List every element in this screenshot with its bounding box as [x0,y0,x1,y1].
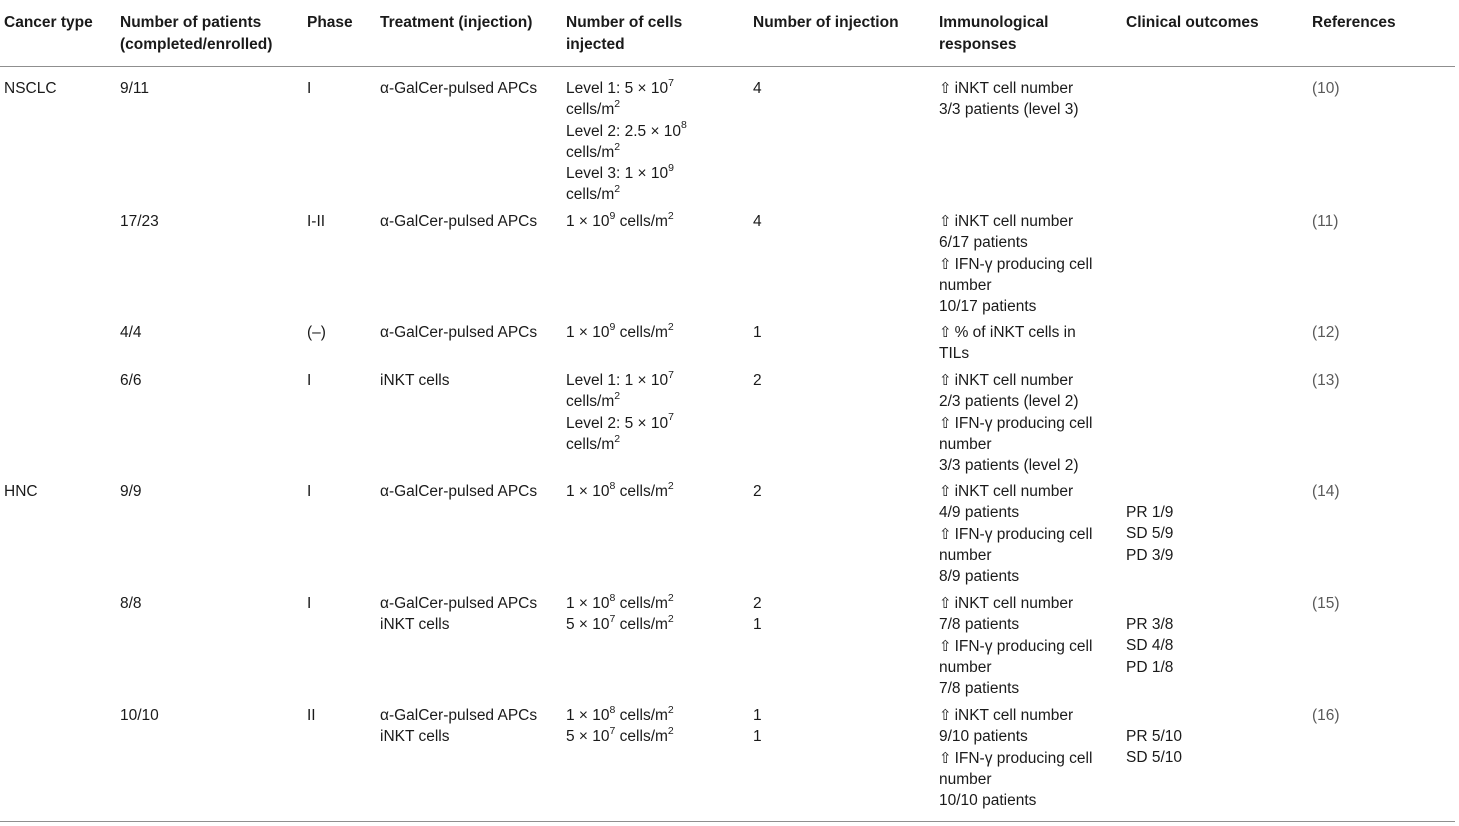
immuno-text: 6/17 patients [939,234,1028,252]
superscript: 7 [609,725,616,738]
superscript: 2 [667,613,674,626]
immuno-text: 8/9 patients [939,568,1020,586]
cell-references: (11) [1312,213,1339,230]
header-clinical-outcomes [1126,12,1259,34]
cell-injections [753,370,762,391]
header-text: Number of injection [753,14,899,31]
cell-cancer-type: NSCLC [4,80,57,97]
immuno-line [939,524,1092,545]
injection-line: 2 [753,483,762,500]
up-arrow-icon: ⇧ [939,80,952,97]
text: 5 × 10 [566,728,610,746]
cell-patients: 6/6 [120,372,142,389]
cell-clinical-outcomes [1126,614,1173,678]
superscript: 2 [614,98,621,111]
superscript: 8 [609,479,616,492]
immuno-text: IFN-γ producing cell [954,637,1093,655]
immuno-line [939,391,1092,412]
immuno-text: TILs [939,345,970,363]
cell-line [566,370,674,391]
cell-line [566,481,674,502]
superscript: 9 [668,162,674,175]
cell-cancer-type: HNC [4,483,38,500]
immuno-text: iNKT cell number [954,80,1074,97]
cell-immunological-responses [939,481,1092,587]
injection-line: 1 [753,728,762,746]
immuno-text: IFN-γ producing cell [954,525,1093,543]
treatment-line: α-GalCer-pulsed APCs [380,213,538,230]
header-cells-injected [566,12,682,55]
cell-line [566,593,674,614]
cell-line [566,322,674,343]
text: cells/m [615,595,668,612]
text: 1 × 10 [566,707,610,724]
up-arrow-icon: ⇧ [939,749,952,767]
header-text: Immunological [939,14,1049,31]
header-text: (completed/enrolled) [120,35,273,53]
immuno-text: iNKT cell number [954,595,1074,612]
immuno-line [939,769,1092,790]
cell-treatment [380,593,537,636]
immuno-text: number [939,658,992,676]
header-references [1312,12,1396,34]
cell-cells-injected [566,705,674,748]
injection-line: 2 [753,595,762,612]
text: 1 × 10 [566,324,610,341]
superscript: 7 [609,613,616,626]
cell-patients: 17/23 [120,213,159,230]
superscript: 9 [609,320,616,333]
superscript: 8 [609,703,616,716]
immuno-text: 9/10 patients [939,728,1028,746]
cell-cells-injected [566,78,687,206]
cell-line [566,434,674,455]
immuno-text: IFN-γ producing cell [954,414,1093,432]
cell-line [566,142,687,163]
cell-treatment [380,481,537,502]
immuno-line [939,232,1092,253]
immuno-text: 4/9 patients [939,504,1020,522]
text: Level 1: 5 × 10 [566,80,669,97]
up-arrow-icon: ⇧ [939,324,952,341]
immuno-line [939,593,1092,614]
immuno-text: 2/3 patients (level 2) [939,393,1079,411]
immuno-line [939,566,1092,587]
superscript: 2 [667,320,674,333]
cell-clinical-outcomes [1126,502,1173,566]
header-text: Number of patients [120,14,262,31]
up-arrow-icon: ⇧ [939,255,952,273]
header-text: References [1312,14,1396,31]
header-text: Number of cells [566,14,683,31]
header-text: Cancer type [4,14,93,31]
text: 1 × 10 [566,213,610,230]
immuno-text: 7/8 patients [939,680,1020,698]
cell-references: (14) [1312,483,1340,500]
text: cells/m [566,393,615,411]
superscript: 7 [668,368,674,381]
cell-phase: I [307,595,312,612]
up-arrow-icon: ⇧ [939,637,952,655]
text: Level 1: 1 × 10 [566,372,669,389]
header-text: Phase [307,14,353,31]
injection-line: 1 [753,616,762,634]
immuno-text: % of iNKT cells in [954,324,1076,341]
superscript: 2 [667,703,674,716]
immuno-line [939,678,1092,699]
outcome-line: PR 1/9 [1126,504,1174,521]
up-arrow-icon: ⇧ [939,213,952,230]
immuno-line [939,413,1092,434]
superscript: 2 [614,390,621,403]
up-arrow-icon: ⇧ [939,595,952,612]
header-immunological-responses [939,12,1048,55]
injection-line: 1 [753,707,762,724]
cell-cells-injected [566,211,674,232]
up-arrow-icon: ⇧ [939,525,952,543]
immuno-text: number [939,435,992,453]
immuno-text: iNKT cell number [954,213,1074,230]
superscript: 9 [609,209,616,222]
text: cells/m [615,728,668,746]
text: 1 × 10 [566,595,610,612]
text: cells/m [615,324,668,341]
text: cells/m [566,101,615,119]
cell-injections [753,78,762,99]
immuno-line [939,370,1092,391]
superscript: 7 [668,76,674,89]
immuno-text: iNKT cell number [954,707,1074,724]
treatment-line: α-GalCer-pulsed APCs [380,707,538,724]
immuno-line [939,322,1076,343]
cell-phase: II [307,707,316,724]
cell-references: (15) [1312,595,1340,612]
up-arrow-icon: ⇧ [939,372,952,389]
header-text: responses [939,35,1017,53]
header-text: Clinical outcomes [1126,14,1259,31]
immuno-line [939,705,1092,726]
superscript: 2 [614,140,621,153]
immuno-line [939,211,1092,232]
injection-line: 4 [753,213,762,230]
header-injections [753,12,899,34]
immuno-line [939,636,1092,657]
treatment-line: iNKT cells [380,372,450,389]
superscript: 2 [667,725,674,738]
superscript: 2 [614,183,621,196]
up-arrow-icon: ⇧ [939,483,952,500]
bottom-rule [0,821,1455,822]
treatment-line: α-GalCer-pulsed APCs [380,80,538,97]
cell-line [566,78,687,99]
up-arrow-icon: ⇧ [939,707,952,724]
cell-patients: 10/10 [120,707,159,724]
cell-phase: I [307,372,312,389]
up-arrow-icon: ⇧ [939,414,952,432]
text: cells/m [615,483,668,500]
cell-immunological-responses [939,322,1076,365]
cell-line [566,614,674,635]
outcome-line: SD 5/9 [1126,525,1174,543]
treatment-line: iNKT cells [380,728,450,746]
cell-line [566,184,687,205]
cell-patients: 8/8 [120,595,142,612]
cell-patients: 9/9 [120,483,142,500]
immuno-text: 10/10 patients [939,792,1037,810]
treatment-line: iNKT cells [380,616,450,634]
text: 1 × 10 [566,483,610,500]
header-text: Treatment (injection) [380,14,533,31]
header-text: injected [566,35,625,53]
immuno-line [939,296,1092,317]
cell-references: (13) [1312,372,1340,389]
header-phase [307,12,353,34]
superscript: 8 [681,119,687,132]
text: cells/m [615,707,668,724]
outcome-line: PR 5/10 [1126,728,1183,745]
cell-treatment [380,78,537,99]
text: Level 3: 1 × 10 [566,165,669,183]
outcome-line: SD 4/8 [1126,637,1174,655]
immuno-text: IFN-γ producing cell [954,749,1093,767]
immuno-line [939,790,1092,811]
immuno-text: number [939,276,992,294]
cell-immunological-responses [939,593,1092,699]
immuno-line [939,545,1092,566]
top-rule [0,66,1455,67]
immuno-line [939,748,1092,769]
cell-line [566,726,674,747]
injection-line: 1 [753,324,762,341]
superscript: 2 [667,591,674,604]
superscript: 7 [668,411,674,424]
cell-references: (12) [1312,324,1340,341]
cell-injections [753,593,762,636]
superscript: 2 [667,209,674,222]
cell-patients: 9/11 [120,80,150,97]
text: Level 2: 2.5 × 10 [566,122,682,140]
outcome-line: PR 3/8 [1126,616,1174,633]
immuno-line [939,614,1092,635]
immuno-text: 7/8 patients [939,616,1020,634]
text: Level 2: 5 × 10 [566,414,669,432]
cell-treatment [380,322,537,343]
immuno-text: IFN-γ producing cell [954,255,1093,273]
cell-treatment [380,370,449,391]
cell-phase: I [307,80,312,97]
cell-line [566,705,674,726]
immuno-line [939,502,1092,523]
cell-injections [753,322,762,343]
cell-immunological-responses [939,705,1092,811]
cell-line [566,211,674,232]
text: cells/m [566,143,615,161]
injection-line: 4 [753,80,762,97]
cell-cells-injected [566,481,674,502]
cell-treatment [380,211,537,232]
superscript: 8 [609,591,616,604]
text: 5 × 10 [566,616,610,634]
treatment-line: α-GalCer-pulsed APCs [380,324,538,341]
immuno-text: 10/17 patients [939,298,1037,316]
immuno-line [939,254,1092,275]
immuno-line [939,343,1076,364]
injection-line: 2 [753,372,762,389]
outcome-line: PD 1/8 [1126,658,1174,676]
cell-line [566,413,674,434]
text: cells/m [566,435,615,453]
cell-line [566,99,687,120]
cell-immunological-responses [939,211,1092,317]
immuno-line [939,99,1079,120]
cell-clinical-outcomes [1126,726,1182,769]
cell-injections [753,211,762,232]
immuno-text: iNKT cell number [954,372,1074,389]
cell-patients: 4/4 [120,324,142,341]
cell-phase: I-II [307,213,326,230]
immuno-line [939,657,1092,678]
header-treatment [380,12,532,34]
immuno-line [939,455,1092,476]
immuno-line [939,434,1092,455]
immuno-text: 3/3 patients (level 2) [939,457,1079,475]
cell-injections [753,705,762,748]
immuno-text: iNKT cell number [954,483,1074,500]
cell-references: (16) [1312,707,1340,724]
text: cells/m [615,213,668,230]
immuno-line [939,275,1092,296]
header-patients [120,12,272,55]
cell-cells-injected [566,370,674,455]
cell-line [566,121,687,142]
immuno-text: number [939,770,992,788]
immuno-line [939,481,1092,502]
treatment-line: α-GalCer-pulsed APCs [380,595,538,612]
cell-immunological-responses [939,370,1092,476]
treatment-line: α-GalCer-pulsed APCs [380,483,538,500]
outcome-line: SD 5/10 [1126,749,1183,767]
immuno-line [939,78,1079,99]
cell-phase: (–) [307,324,326,341]
cell-cells-injected [566,322,674,343]
cell-phase: I [307,483,312,500]
outcome-line: PD 3/9 [1126,546,1174,564]
cell-references: (10) [1312,80,1340,97]
cell-immunological-responses [939,78,1079,121]
text: cells/m [615,616,668,634]
immuno-text: 3/3 patients (level 3) [939,101,1079,119]
superscript: 2 [614,432,621,445]
cell-cells-injected [566,593,674,636]
cell-treatment [380,705,537,748]
cell-line [566,163,687,184]
cell-line [566,391,674,412]
superscript: 2 [667,479,674,492]
immuno-text: number [939,546,992,564]
header-cancer-type [4,12,93,34]
text: cells/m [566,186,615,204]
cell-injections [753,481,762,502]
immuno-line [939,726,1092,747]
